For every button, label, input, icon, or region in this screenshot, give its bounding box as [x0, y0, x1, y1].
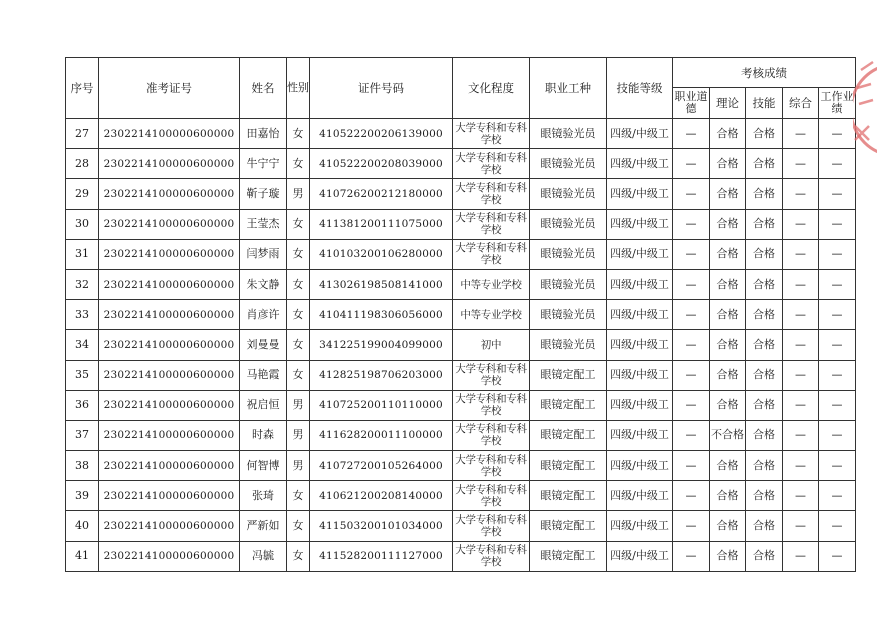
row-overall: — [783, 119, 819, 149]
row-gender: 男 [287, 179, 310, 209]
row-occupation: 眼镜定配工 [530, 360, 607, 390]
table-row [66, 269, 856, 299]
row-id-no: 411528200111127000 [310, 541, 453, 571]
row-ethics: — [673, 330, 710, 360]
row-overall: — [783, 511, 819, 541]
row-gender: 女 [287, 511, 310, 541]
table-row [66, 179, 856, 209]
row-name: 刘曼曼 [240, 330, 287, 360]
row-seq: 36 [66, 390, 99, 420]
row-theory: 不合格 [710, 420, 746, 450]
row-exam-id: 2302214100000600000 [99, 541, 240, 571]
row-name: 靳子璇 [240, 179, 287, 209]
row-overall: — [783, 239, 819, 269]
row-exam-id: 2302214100000600000 [99, 420, 240, 450]
row-id-no: 412825198706203000 [310, 360, 453, 390]
row-ethics: — [673, 541, 710, 571]
row-overall: — [783, 300, 819, 330]
row-overall: — [783, 420, 819, 450]
table-row [66, 541, 856, 571]
row-seq: 28 [66, 149, 99, 179]
col-gender: 性别 [287, 58, 310, 119]
row-skill-level: 四级/中级工 [607, 269, 673, 299]
row-gender: 女 [287, 300, 310, 330]
row-education: 大学专科和专科学校 [453, 239, 530, 269]
row-skill: 合格 [746, 119, 783, 149]
row-occupation: 眼镜定配工 [530, 511, 607, 541]
row-ethics: — [673, 149, 710, 179]
row-exam-id: 2302214100000600000 [99, 269, 240, 299]
row-ethics: — [673, 239, 710, 269]
table-row [66, 481, 856, 511]
row-skill: 合格 [746, 209, 783, 239]
col-skill: 技能 [746, 88, 783, 119]
row-skill-level: 四级/中级工 [607, 541, 673, 571]
row-skill: 合格 [746, 239, 783, 269]
row-occupation: 眼镜验光员 [530, 149, 607, 179]
row-exam-id: 2302214100000600000 [99, 209, 240, 239]
row-id-no: 411628200011100000 [310, 420, 453, 450]
row-ethics: — [673, 179, 710, 209]
row-exam-id: 2302214100000600000 [99, 330, 240, 360]
row-id-no: 411381200111075000 [310, 209, 453, 239]
row-education: 大学专科和专科学校 [453, 209, 530, 239]
row-exam-id: 2302214100000600000 [99, 390, 240, 420]
row-seq: 32 [66, 269, 99, 299]
col-theory: 理论 [710, 88, 746, 119]
row-education: 初中 [453, 330, 530, 360]
row-occupation: 眼镜定配工 [530, 420, 607, 450]
table-row [66, 420, 856, 450]
row-occupation: 眼镜验光员 [530, 300, 607, 330]
row-name: 时森 [240, 420, 287, 450]
row-id-no: 410103200106280000 [310, 239, 453, 269]
row-occupation: 眼镜验光员 [530, 330, 607, 360]
row-performance: — [819, 330, 856, 360]
row-skill-level: 四级/中级工 [607, 511, 673, 541]
row-seq: 35 [66, 360, 99, 390]
row-skill-level: 四级/中级工 [607, 119, 673, 149]
row-skill-level: 四级/中级工 [607, 420, 673, 450]
row-education: 大学专科和专科学校 [453, 451, 530, 481]
seal-icon [853, 40, 877, 170]
row-id-no: 410726200212180000 [310, 179, 453, 209]
table-row [66, 511, 856, 541]
row-skill-level: 四级/中级工 [607, 390, 673, 420]
row-name: 张琦 [240, 481, 287, 511]
row-skill-level: 四级/中级工 [607, 330, 673, 360]
row-skill: 合格 [746, 149, 783, 179]
row-gender: 女 [287, 239, 310, 269]
row-skill-level: 四级/中级工 [607, 239, 673, 269]
row-seq: 29 [66, 179, 99, 209]
row-id-no: 410725200110110000 [310, 390, 453, 420]
row-name: 祝启恒 [240, 390, 287, 420]
row-theory: 合格 [710, 481, 746, 511]
row-performance: — [819, 420, 856, 450]
row-seq: 38 [66, 451, 99, 481]
row-performance: — [819, 541, 856, 571]
row-ethics: — [673, 119, 710, 149]
row-ethics: — [673, 390, 710, 420]
row-skill-level: 四级/中级工 [607, 300, 673, 330]
row-performance: — [819, 149, 856, 179]
row-skill-level: 四级/中级工 [607, 179, 673, 209]
row-exam-id: 2302214100000600000 [99, 179, 240, 209]
row-occupation: 眼镜验光员 [530, 179, 607, 209]
row-name: 闫梦雨 [240, 239, 287, 269]
row-performance: — [819, 481, 856, 511]
row-overall: — [783, 149, 819, 179]
row-exam-id: 2302214100000600000 [99, 360, 240, 390]
row-overall: — [783, 179, 819, 209]
row-name: 严新如 [240, 511, 287, 541]
row-skill: 合格 [746, 541, 783, 571]
table-row [66, 330, 856, 360]
row-overall: — [783, 360, 819, 390]
table-row [66, 390, 856, 420]
col-occupation: 职业工种 [530, 58, 607, 119]
row-theory: 合格 [710, 451, 746, 481]
row-gender: 女 [287, 330, 310, 360]
row-performance: — [819, 511, 856, 541]
row-overall: — [783, 269, 819, 299]
row-theory: 合格 [710, 179, 746, 209]
col-overall: 综合 [783, 88, 819, 119]
row-performance: — [819, 300, 856, 330]
col-skill-level: 技能等级 [607, 58, 673, 119]
row-overall: — [783, 209, 819, 239]
row-gender: 男 [287, 451, 310, 481]
row-id-no: 413026198508141000 [310, 269, 453, 299]
table-row [66, 239, 856, 269]
row-ethics: — [673, 209, 710, 239]
row-education: 中等专业学校 [453, 300, 530, 330]
row-overall: — [783, 390, 819, 420]
row-exam-id: 2302214100000600000 [99, 300, 240, 330]
row-name: 朱文静 [240, 269, 287, 299]
row-education: 大学专科和专科学校 [453, 541, 530, 571]
row-education: 大学专科和专科学校 [453, 179, 530, 209]
row-seq: 37 [66, 420, 99, 450]
row-name: 何智博 [240, 451, 287, 481]
table-row [66, 119, 856, 149]
table-body [66, 119, 856, 572]
row-education: 大学专科和专科学校 [453, 390, 530, 420]
table-row [66, 360, 856, 390]
table-header [66, 58, 856, 119]
row-skill-level: 四级/中级工 [607, 451, 673, 481]
row-gender: 女 [287, 209, 310, 239]
row-id-no: 410727200105264000 [310, 451, 453, 481]
row-gender: 女 [287, 360, 310, 390]
row-id-no: 341225199004099000 [310, 330, 453, 360]
row-overall: — [783, 481, 819, 511]
row-occupation: 眼镜定配工 [530, 451, 607, 481]
row-overall: — [783, 330, 819, 360]
row-seq: 40 [66, 511, 99, 541]
row-occupation: 眼镜定配工 [530, 481, 607, 511]
row-exam-id: 2302214100000600000 [99, 481, 240, 511]
row-id-no: 410522200206139000 [310, 119, 453, 149]
row-seq: 34 [66, 330, 99, 360]
row-occupation: 眼镜验光员 [530, 239, 607, 269]
row-id-no: 410621200208140000 [310, 481, 453, 511]
row-skill: 合格 [746, 269, 783, 299]
row-exam-id: 2302214100000600000 [99, 149, 240, 179]
row-occupation: 眼镜验光员 [530, 119, 607, 149]
row-education: 大学专科和专科学校 [453, 420, 530, 450]
row-theory: 合格 [710, 330, 746, 360]
row-occupation: 眼镜定配工 [530, 390, 607, 420]
col-id-no: 证件号码 [310, 58, 453, 119]
row-skill-level: 四级/中级工 [607, 481, 673, 511]
col-education: 文化程度 [453, 58, 530, 119]
row-exam-id: 2302214100000600000 [99, 451, 240, 481]
row-skill: 合格 [746, 390, 783, 420]
row-name: 马艳霞 [240, 360, 287, 390]
row-exam-id: 2302214100000600000 [99, 119, 240, 149]
row-performance: — [819, 269, 856, 299]
row-theory: 合格 [710, 360, 746, 390]
row-theory: 合格 [710, 390, 746, 420]
row-seq: 31 [66, 239, 99, 269]
row-education: 大学专科和专科学校 [453, 360, 530, 390]
col-ethics: 职业道德 [673, 88, 710, 119]
row-skill-level: 四级/中级工 [607, 360, 673, 390]
row-ethics: — [673, 511, 710, 541]
col-group-scores: 考核成绩 [673, 58, 856, 88]
row-theory: 合格 [710, 149, 746, 179]
row-occupation: 眼镜验光员 [530, 269, 607, 299]
row-theory: 合格 [710, 269, 746, 299]
row-seq: 27 [66, 119, 99, 149]
row-id-no: 411503200101034000 [310, 511, 453, 541]
row-name: 王莹杰 [240, 209, 287, 239]
results-table [65, 57, 856, 572]
col-performance: 工作业绩 [819, 88, 856, 119]
row-education: 中等专业学校 [453, 269, 530, 299]
row-education: 大学专科和专科学校 [453, 511, 530, 541]
row-theory: 合格 [710, 209, 746, 239]
row-performance: — [819, 179, 856, 209]
results-sheet [65, 57, 855, 572]
col-name: 姓名 [240, 58, 287, 119]
row-theory: 合格 [710, 541, 746, 571]
row-exam-id: 2302214100000600000 [99, 511, 240, 541]
row-performance: — [819, 209, 856, 239]
row-theory: 合格 [710, 300, 746, 330]
row-skill-level: 四级/中级工 [607, 149, 673, 179]
row-performance: — [819, 390, 856, 420]
table-row [66, 209, 856, 239]
row-gender: 女 [287, 149, 310, 179]
row-overall: — [783, 541, 819, 571]
row-skill: 合格 [746, 451, 783, 481]
row-gender: 男 [287, 390, 310, 420]
row-ethics: — [673, 451, 710, 481]
row-skill: 合格 [746, 481, 783, 511]
row-gender: 女 [287, 119, 310, 149]
row-occupation: 眼镜定配工 [530, 541, 607, 571]
row-performance: — [819, 451, 856, 481]
row-ethics: — [673, 300, 710, 330]
row-ethics: — [673, 481, 710, 511]
row-education: 大学专科和专科学校 [453, 149, 530, 179]
row-gender: 男 [287, 420, 310, 450]
row-skill-level: 四级/中级工 [607, 209, 673, 239]
row-seq: 30 [66, 209, 99, 239]
official-seal-fragment [853, 40, 877, 170]
row-gender: 女 [287, 269, 310, 299]
col-exam-id: 准考证号 [99, 58, 240, 119]
row-exam-id: 2302214100000600000 [99, 239, 240, 269]
table-row [66, 451, 856, 481]
row-performance: — [819, 239, 856, 269]
row-name: 牛宁宁 [240, 149, 287, 179]
row-name: 田嘉怡 [240, 119, 287, 149]
col-seq: 序号 [66, 58, 99, 119]
row-seq: 33 [66, 300, 99, 330]
row-ethics: — [673, 269, 710, 299]
row-ethics: — [673, 360, 710, 390]
row-skill: 合格 [746, 511, 783, 541]
row-performance: — [819, 119, 856, 149]
row-gender: 女 [287, 541, 310, 571]
row-education: 大学专科和专科学校 [453, 481, 530, 511]
row-name: 冯毓 [240, 541, 287, 571]
row-skill: 合格 [746, 179, 783, 209]
row-education: 大学专科和专科学校 [453, 119, 530, 149]
row-name: 肖彦许 [240, 300, 287, 330]
row-theory: 合格 [710, 119, 746, 149]
row-ethics: — [673, 420, 710, 450]
row-theory: 合格 [710, 511, 746, 541]
row-theory: 合格 [710, 239, 746, 269]
row-occupation: 眼镜验光员 [530, 209, 607, 239]
row-id-no: 410522200208039000 [310, 149, 453, 179]
row-skill: 合格 [746, 330, 783, 360]
row-id-no: 410411198306056000 [310, 300, 453, 330]
row-overall: — [783, 451, 819, 481]
row-performance: — [819, 360, 856, 390]
row-seq: 39 [66, 481, 99, 511]
row-seq: 41 [66, 541, 99, 571]
row-skill: 合格 [746, 360, 783, 390]
row-skill: 合格 [746, 300, 783, 330]
row-skill: 合格 [746, 420, 783, 450]
row-gender: 女 [287, 481, 310, 511]
table-row [66, 300, 856, 330]
table-row [66, 149, 856, 179]
